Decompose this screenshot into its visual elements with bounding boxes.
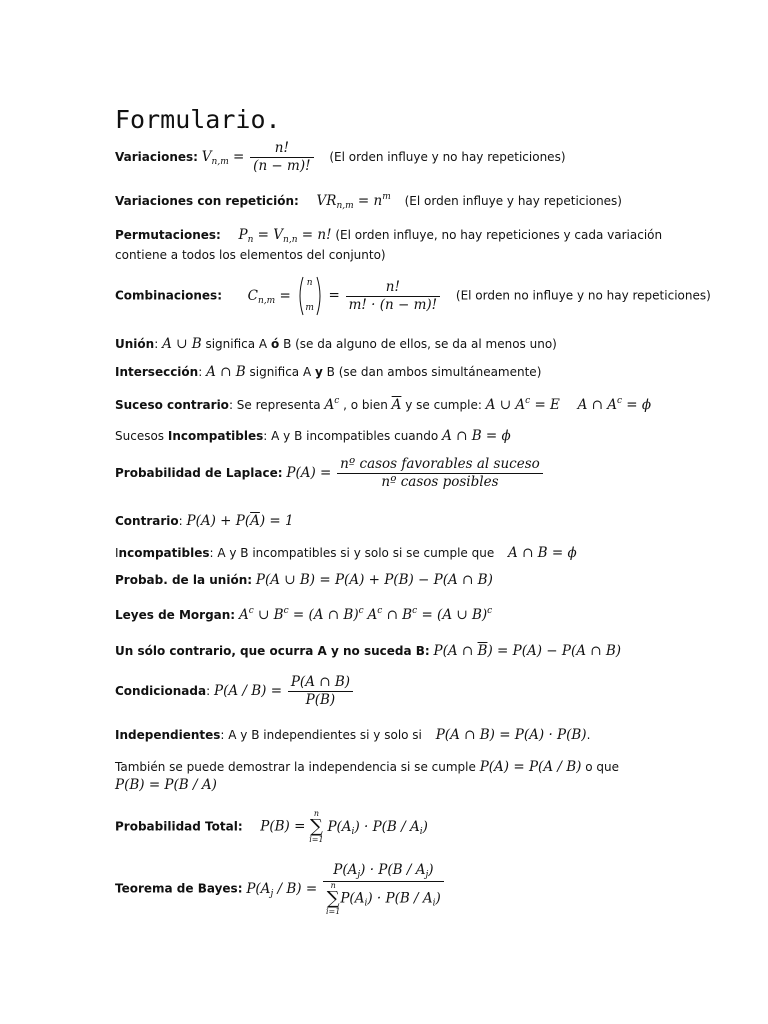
independientes-row: Independientes: A y B independientes si y solo si P(A ∩ B) = P(A) · P(B). bbox=[115, 727, 591, 743]
variaciones-rep-label: Variaciones con repetición: bbox=[115, 194, 299, 208]
combinaciones-label: Combinaciones: bbox=[115, 288, 222, 303]
condicionada-fraction: $\frac{P(A \cap B)}{P(B)}$ bbox=[288, 674, 353, 709]
incompatibles-row: Incompatibles: A y B incompatibles si y solo si se cumple que A ∩ B = ϕ bbox=[115, 545, 577, 561]
condicionada-label: Condicionada bbox=[115, 683, 207, 698]
morgan-row: Leyes de Morgan: $A^c$ ∪ $B^c = (A$ ∩ B)$^c$ $A^c$ ∩ $B^c = (A$ ∪ B)$^c$ bbox=[115, 606, 493, 623]
suceso-contrario-row: Suceso contrario: Se representa $A^c$ , o bien $\overline{A}$ y se cumple: A ∪ $A^c = E$ A ∩ $A^c = \phi$ bbox=[115, 396, 652, 413]
prob-total-label: Probabilidad Total: bbox=[115, 819, 243, 834]
permutaciones-formula: $P_n = V_{n,n} = n$! bbox=[238, 227, 332, 245]
variaciones-rep-note: (El orden influye y hay repeticiones) bbox=[404, 194, 622, 208]
union-row: Unión: A ∪ B significa A ó B (se da alguno de ellos, se da al menos uno) bbox=[115, 336, 557, 352]
permutaciones-label: Permutaciones: bbox=[115, 228, 221, 242]
variaciones-label: Variaciones: bbox=[115, 149, 198, 164]
contrario-label: Contrario bbox=[115, 514, 179, 528]
sucesos-incompatibles-label: Incompatibles bbox=[167, 429, 264, 443]
tambien-row-1: También se puede demostrar la independencia si se cumple P(A) = P(A / B) o que bbox=[115, 759, 619, 775]
bayes-fraction: $P(A_j) \cdot P(B / A_j)$ n ∑ i=1 $P(A_i) \cdot P(B / A_i)$ bbox=[323, 862, 444, 916]
variaciones-rep-formula: $VR_{n,m} = n^m$ bbox=[316, 192, 391, 211]
permutaciones-row bbox=[115, 227, 662, 246]
contrario-row: Contrario: $P(A) + P(\overline{A}) = 1$ bbox=[115, 513, 294, 529]
variaciones-note: (El orden influye y no hay repeticiones) bbox=[329, 149, 566, 164]
page-title: Formulario. bbox=[115, 104, 281, 134]
interseccion-row: Intersección: A ∩ B significa A y B (se dan ambos simultáneamente) bbox=[115, 364, 542, 380]
union-label: Unión bbox=[115, 337, 155, 351]
combinaciones-note: (El orden no influye y no hay repeticiones) bbox=[455, 288, 711, 303]
variaciones-row bbox=[115, 140, 566, 175]
tambien-row-2: P(B) = P(B / A) bbox=[115, 777, 217, 793]
incompatibles-label: Incompatibles bbox=[115, 546, 210, 560]
combinaciones-binomial: n m bbox=[297, 276, 323, 316]
bayes-sum: n ∑ i=1 bbox=[325, 881, 341, 917]
prob-union-label: Probab. de la unión: bbox=[115, 573, 253, 587]
solo-contrario-label: Un sólo contrario, que ocurra A y no suceda B: bbox=[115, 644, 430, 658]
combinaciones-formula: $C_{n,m}$ = bbox=[247, 287, 291, 306]
union-formula: A ∪ B bbox=[162, 336, 202, 352]
morgan-label: Leyes de Morgan: bbox=[115, 608, 236, 622]
interseccion-formula: A ∩ B bbox=[206, 364, 246, 380]
prob-union-row: Probab. de la unión: P(A ∪ B) = P(A) + P(B) − P(A ∩ B) bbox=[115, 572, 493, 588]
bayes-label: Teorema de Bayes: bbox=[115, 881, 243, 896]
solo-contrario-row: Un sólo contrario, que ocurra A y no suceda B: P(A ∩ $\overline{B}) = P(A) - P(A$ ∩ B) bbox=[115, 643, 622, 659]
laplace-label: Probabilidad de Laplace: bbox=[115, 465, 283, 480]
permutaciones-note-1: (El orden influye, no hay repeticiones y cada variación bbox=[335, 228, 663, 242]
variaciones-fraction: $\frac{n!}{(n - m)!}$ bbox=[250, 140, 313, 175]
interseccion-label: Intersección bbox=[115, 365, 199, 379]
laplace-fraction: $\frac{\text{nº casos favorables al suceso}}{\text{nº casos posibles}}$ bbox=[337, 456, 543, 491]
variaciones-formula: $V_{n,m}$ = bbox=[201, 148, 245, 167]
combinaciones-fraction: $\frac{n!}{m! \cdot (n - m)!}$ bbox=[346, 279, 440, 314]
suceso-contrario-label: Suceso contrario bbox=[115, 398, 229, 412]
prob-total-sum: n ∑ i=1 bbox=[309, 809, 324, 844]
bayes-row: Teorema de Bayes: $P(A_j / B)$ = $P(A_j) \cdot P(B / A_j)$ n ∑ i=1 $P(A_i) \cdot P(B / A_i)$ bbox=[115, 862, 446, 916]
independientes-label: Independientes bbox=[115, 728, 221, 742]
variaciones-rep-row bbox=[115, 192, 622, 212]
permutaciones-note-2: contiene a todos los elementos del conjunto) bbox=[115, 248, 386, 262]
laplace-row: Probabilidad de Laplace: P(A) = $\frac{\text{nº casos favorables al suceso}}{\text{nº casos posibles}}$ bbox=[115, 456, 545, 491]
condicionada-row: Condicionada: P(A / B) = $\frac{P(A \cap B)}{P(B)}$ bbox=[115, 674, 355, 709]
combinaciones-row: Combinaciones: $C_{n,m}$ = n m = $\frac{n!}{m! \cdot (n - m)!}$ (El orden no influye y no hay repeticiones) bbox=[115, 276, 711, 316]
prob-total-row: Probabilidad Total: P(B) = n ∑ i=1 $P(A_i) \cdot P(B / A_i)$ bbox=[115, 809, 428, 844]
sucesos-incompatibles-row: Sucesos Incompatibles: A y B incompatibles cuando A ∩ B = ϕ bbox=[115, 428, 511, 444]
